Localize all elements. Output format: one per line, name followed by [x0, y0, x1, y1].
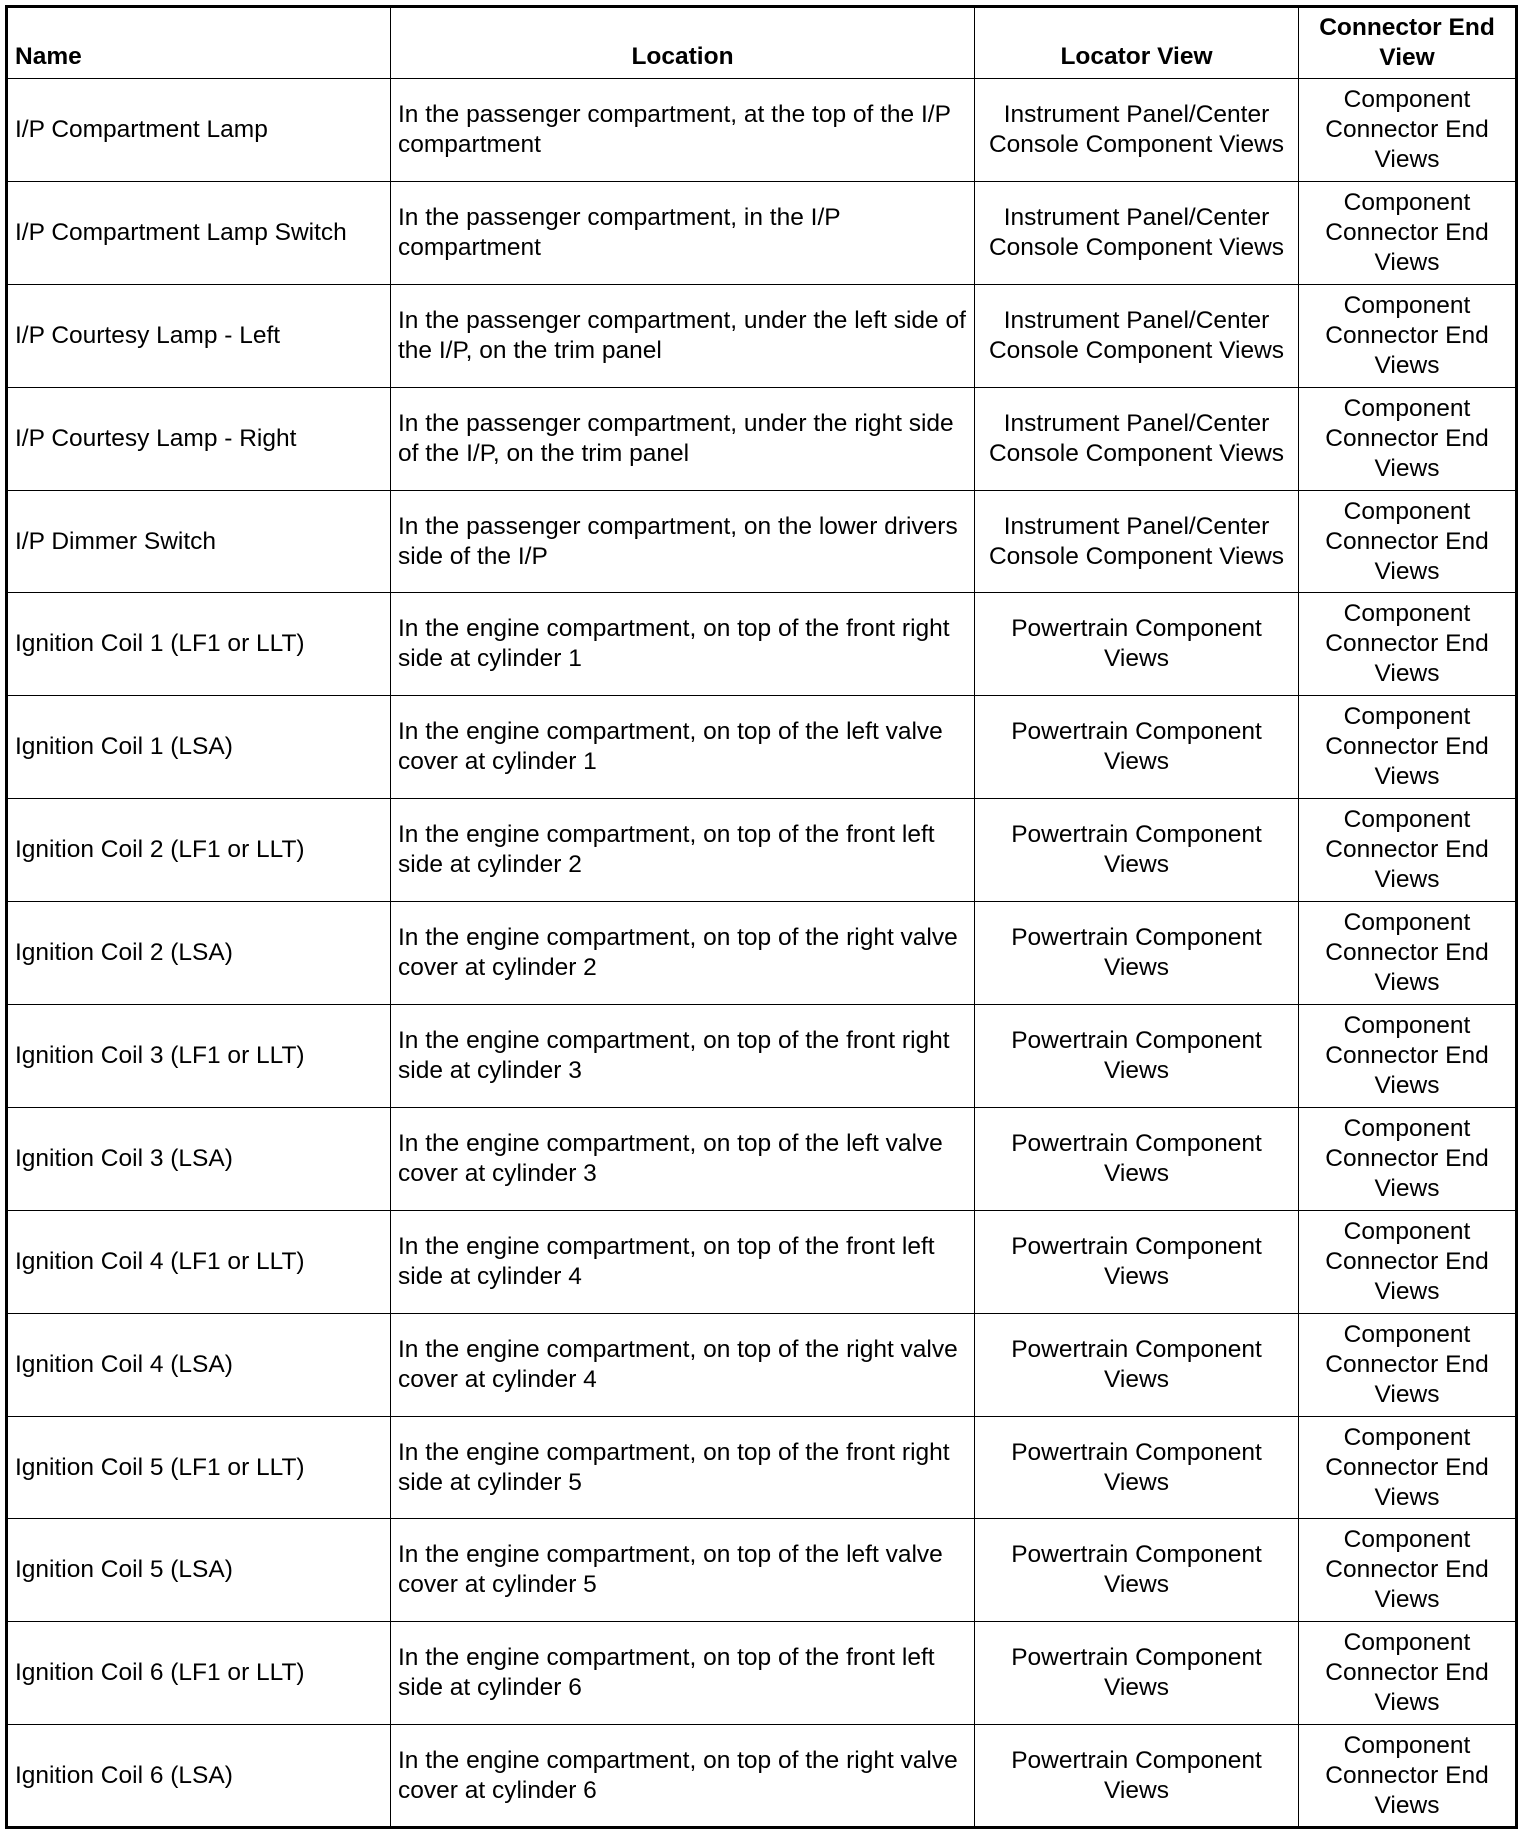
locator-view-link[interactable]: Powertrain Component Views — [975, 1622, 1299, 1725]
component-name-cell: Ignition Coil 4 (LSA) — [7, 1313, 391, 1416]
table-row — [7, 387, 1517, 490]
locator-view-link[interactable]: Powertrain Component Views — [975, 593, 1299, 696]
table-row — [7, 181, 1517, 284]
location-cell: In the engine compartment, on top of the front right side at cylinder 5 — [391, 1416, 975, 1519]
location-cell: In the engine compartment, on top of the right valve cover at cylinder 2 — [391, 902, 975, 1005]
header-name: Name — [7, 7, 391, 79]
table-row — [7, 696, 1517, 799]
component-name-cell: I/P Courtesy Lamp - Right — [7, 387, 391, 490]
locator-view-link[interactable]: Instrument Panel/Center Console Component Views — [975, 284, 1299, 387]
connector-end-view-link[interactable]: Component Connector End Views — [1299, 387, 1517, 490]
location-cell: In the engine compartment, on top of the right valve cover at cylinder 4 — [391, 1313, 975, 1416]
header-row — [7, 7, 1517, 79]
locator-view-link[interactable]: Instrument Panel/Center Console Component Views — [975, 490, 1299, 593]
component-name-cell: Ignition Coil 3 (LF1 or LLT) — [7, 1005, 391, 1108]
component-name-cell: Ignition Coil 2 (LF1 or LLT) — [7, 799, 391, 902]
location-cell: In the engine compartment, on top of the left valve cover at cylinder 1 — [391, 696, 975, 799]
connector-end-view-link[interactable]: Component Connector End Views — [1299, 284, 1517, 387]
connector-end-view-link[interactable]: Component Connector End Views — [1299, 593, 1517, 696]
locator-view-link[interactable]: Powertrain Component Views — [975, 1005, 1299, 1108]
location-cell: In the engine compartment, on top of the front right side at cylinder 1 — [391, 593, 975, 696]
locator-view-link[interactable]: Powertrain Component Views — [975, 1725, 1299, 1828]
connector-end-view-link[interactable]: Component Connector End Views — [1299, 1210, 1517, 1313]
component-name-cell: Ignition Coil 5 (LF1 or LLT) — [7, 1416, 391, 1519]
locator-view-link[interactable]: Powertrain Component Views — [975, 799, 1299, 902]
location-cell: In the engine compartment, on top of the left valve cover at cylinder 3 — [391, 1107, 975, 1210]
connector-end-view-link[interactable]: Component Connector End Views — [1299, 1313, 1517, 1416]
component-name-cell: Ignition Coil 4 (LF1 or LLT) — [7, 1210, 391, 1313]
location-cell: In the passenger compartment, in the I/P compartment — [391, 181, 975, 284]
location-cell: In the passenger compartment, under the left side of the I/P, on the trim panel — [391, 284, 975, 387]
locator-view-link[interactable]: Powertrain Component Views — [975, 696, 1299, 799]
connector-end-view-link[interactable]: Component Connector End Views — [1299, 902, 1517, 1005]
table-row — [7, 1416, 1517, 1519]
table-row — [7, 1725, 1517, 1828]
component-name-cell: Ignition Coil 6 (LSA) — [7, 1725, 391, 1828]
locator-view-link[interactable]: Powertrain Component Views — [975, 1210, 1299, 1313]
component-locator-table — [5, 5, 1518, 1829]
table-row — [7, 284, 1517, 387]
header-connector-end-view: Connector End View — [1299, 7, 1517, 79]
table-row — [7, 1622, 1517, 1725]
table-row — [7, 79, 1517, 182]
connector-end-view-link[interactable]: Component Connector End Views — [1299, 1416, 1517, 1519]
locator-view-link[interactable]: Powertrain Component Views — [975, 1416, 1299, 1519]
location-cell: In the engine compartment, on top of the front right side at cylinder 3 — [391, 1005, 975, 1108]
locator-view-link[interactable]: Powertrain Component Views — [975, 1519, 1299, 1622]
connector-end-view-link[interactable]: Component Connector End Views — [1299, 1519, 1517, 1622]
connector-end-view-link[interactable]: Component Connector End Views — [1299, 1622, 1517, 1725]
connector-end-view-link[interactable]: Component Connector End Views — [1299, 1725, 1517, 1828]
connector-end-view-link[interactable]: Component Connector End Views — [1299, 490, 1517, 593]
component-name-cell: Ignition Coil 1 (LSA) — [7, 696, 391, 799]
component-name-cell: I/P Dimmer Switch — [7, 490, 391, 593]
location-cell: In the engine compartment, on top of the left valve cover at cylinder 5 — [391, 1519, 975, 1622]
component-name-cell: I/P Compartment Lamp — [7, 79, 391, 182]
table-row — [7, 1107, 1517, 1210]
connector-end-view-link[interactable]: Component Connector End Views — [1299, 1107, 1517, 1210]
table-row — [7, 593, 1517, 696]
locator-view-link[interactable]: Instrument Panel/Center Console Component Views — [975, 181, 1299, 284]
location-cell: In the engine compartment, on top of the right valve cover at cylinder 6 — [391, 1725, 975, 1828]
component-name-cell: Ignition Coil 5 (LSA) — [7, 1519, 391, 1622]
table-row — [7, 1005, 1517, 1108]
connector-end-view-link[interactable]: Component Connector End Views — [1299, 181, 1517, 284]
location-cell: In the engine compartment, on top of the front left side at cylinder 6 — [391, 1622, 975, 1725]
locator-view-link[interactable]: Powertrain Component Views — [975, 1313, 1299, 1416]
table-header — [7, 7, 1517, 79]
connector-end-view-link[interactable]: Component Connector End Views — [1299, 799, 1517, 902]
table-row — [7, 1210, 1517, 1313]
component-name-cell: I/P Courtesy Lamp - Left — [7, 284, 391, 387]
component-name-cell: Ignition Coil 6 (LF1 or LLT) — [7, 1622, 391, 1725]
locator-view-link[interactable]: Instrument Panel/Center Console Component Views — [975, 387, 1299, 490]
table-row — [7, 490, 1517, 593]
table-row — [7, 1519, 1517, 1622]
table-row — [7, 799, 1517, 902]
locator-view-link[interactable]: Powertrain Component Views — [975, 1107, 1299, 1210]
locator-view-link[interactable]: Powertrain Component Views — [975, 902, 1299, 1005]
connector-end-view-link[interactable]: Component Connector End Views — [1299, 696, 1517, 799]
location-cell: In the engine compartment, on top of the front left side at cylinder 4 — [391, 1210, 975, 1313]
location-cell: In the engine compartment, on top of the front left side at cylinder 2 — [391, 799, 975, 902]
component-name-cell: Ignition Coil 1 (LF1 or LLT) — [7, 593, 391, 696]
table-row — [7, 1313, 1517, 1416]
component-name-cell: Ignition Coil 3 (LSA) — [7, 1107, 391, 1210]
location-cell: In the passenger compartment, at the top of the I/P compartment — [391, 79, 975, 182]
table-row — [7, 902, 1517, 1005]
component-name-cell: Ignition Coil 2 (LSA) — [7, 902, 391, 1005]
location-cell: In the passenger compartment, on the lower drivers side of the I/P — [391, 490, 975, 593]
location-cell: In the passenger compartment, under the right side of the I/P, on the trim panel — [391, 387, 975, 490]
header-locator-view: Locator View — [975, 7, 1299, 79]
component-name-cell: I/P Compartment Lamp Switch — [7, 181, 391, 284]
locator-view-link[interactable]: Instrument Panel/Center Console Component Views — [975, 79, 1299, 182]
table-body — [7, 79, 1517, 1828]
header-location: Location — [391, 7, 975, 79]
connector-end-view-link[interactable]: Component Connector End Views — [1299, 79, 1517, 182]
connector-end-view-link[interactable]: Component Connector End Views — [1299, 1005, 1517, 1108]
